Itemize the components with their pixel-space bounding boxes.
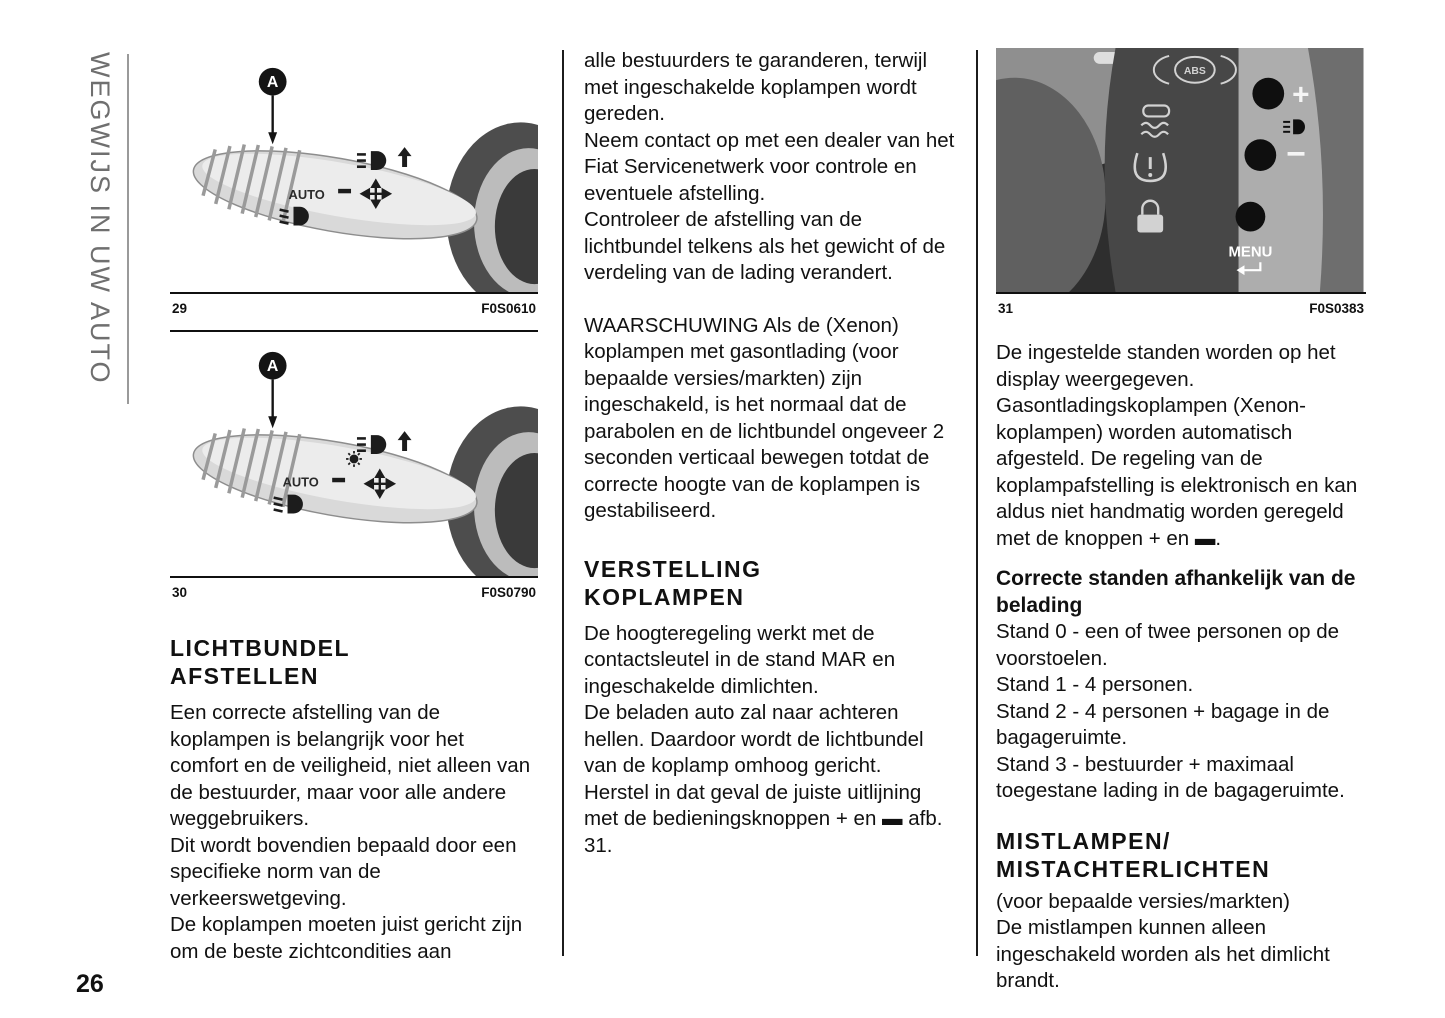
paragraph: De mistlampen kunnen alleen ingeschakeld worden als het dimlicht brandt. (996, 916, 1330, 992)
paragraph: De koplampen moeten juist gericht zijn om de beste zichtcondities aan (170, 913, 523, 963)
auto-label: AUTO (288, 186, 325, 202)
paragraph: Een correcte afstelling van de koplampen is belangrijk voor het comfort en de veiligheid, niet alleen van de bestuurder, maar voor alle andere weggebruikers. (170, 701, 531, 830)
load-position-item: Stand 1 - 4 personen. (996, 673, 1194, 696)
high-beam-icon (357, 435, 386, 454)
figure-31-caption (996, 294, 1366, 316)
figure-code: F0S0790 (481, 585, 536, 600)
paragraph: Herstel in dat geval de juiste uitlijning met de bedieningsknoppen + en ▬ afb. 31. (584, 780, 943, 857)
paragraph: alle bestuurders te garanderen, terwijl met ingeschakelde koplampen wordt gereden. (584, 49, 927, 125)
section-heading-verstelling-koplampen: VERSTELLING KOPLAMPEN (584, 555, 762, 610)
figure-code: F0S0610 (481, 301, 536, 316)
menu-label: MENU (1228, 244, 1273, 261)
instrument-panel (1105, 48, 1239, 292)
section-heading-lichtbundel-afstellen: LICHTBUNDEL AFSTELLEN (170, 635, 350, 689)
paragraph: De beladen auto zal naar achteren hellen. Daardoor wordt de lichtbundel van de koplamp omhoog gericht. (584, 701, 924, 777)
minus-label: − (1286, 135, 1306, 174)
load-position-item: Stand 2 - 4 personen + bagage in de bagageruimte. (996, 699, 1330, 749)
low-beam-icon (274, 495, 303, 514)
headlight-leveling-icon (1283, 119, 1305, 134)
low-beam-icon (280, 207, 309, 226)
column-right (996, 48, 1366, 995)
figure-29-photo (170, 48, 538, 294)
figure-code: F0S0383 (1309, 301, 1364, 316)
paragraph: Dit wordt bovendien bepaald door een specifieke norm van de verkeerswetgeving. (170, 833, 517, 910)
figure-31-photo (996, 48, 1366, 294)
page-number: 26 (76, 970, 104, 998)
paragraph: Gasontladingskoplampen (Xenon-koplampen) worden automatisch afgesteld. De regeling van de koplampafstelling is elektronisch en kan aldus niet handmatig worden geregeld met de knoppen + en ▬. (996, 394, 1358, 550)
chapter-title-vertical: WEGWIJS IN UW AUTO (85, 52, 115, 385)
callout-a-label: A (266, 74, 279, 92)
dash-mark (332, 478, 345, 482)
callout-a-label: A (266, 358, 279, 376)
high-beam-icon (357, 151, 386, 170)
column-divider-right (976, 50, 978, 956)
dash-mark (338, 189, 351, 193)
figure-number: 29 (172, 301, 188, 316)
height-up-button (1252, 78, 1284, 110)
column-left (170, 48, 538, 965)
paragraph: De hoogteregeling werkt met de contactsleutel in de stand MAR en ingeschakelde dimlichten. (584, 621, 896, 698)
paragraph: (voor bepaalde versies/markten) (996, 889, 1290, 913)
load-position-item: Stand 0 - een of twee personen op de voorstoelen. (996, 620, 1340, 670)
figure-number: 31 (998, 301, 1014, 316)
warning-paragraph: WAARSCHUWING Als de (Xenon) koplampen met gasontlading (voor bepaalde versies/markten) zijn ingeschakeld, is het normaal dat de parabolen en de lichtbundel ongeveer 2 seconden verticaal bewegen totdat de correcte hoogte van de koplampen is gestabiliseerd. (584, 313, 945, 522)
auto-label: AUTO (282, 474, 319, 490)
column-divider-left (562, 50, 564, 956)
height-down-button (1244, 139, 1276, 171)
figure-30-photo (170, 332, 538, 578)
abs-label: ABS (1183, 65, 1206, 77)
sub-heading-correcte-standen: Correcte standen afhankelijk van de belading (996, 567, 1356, 617)
chapter-rule (127, 54, 129, 404)
menu-button (1236, 202, 1266, 232)
figure-29-caption (170, 294, 538, 316)
paragraph: Controleer de afstelling van de lichtbundel telkens als het gewicht of de verdeling van de lading verandert. (584, 208, 946, 284)
load-position-item: Stand 3 - bestuurder + maximaal toegestane lading in de bagageruimte. (996, 752, 1345, 802)
light-sensor-icon (346, 451, 362, 467)
section-heading-mistlampen: MISTLAMPEN/ MISTACHTERLICHTEN (996, 827, 1271, 882)
paragraph: De ingestelde standen worden op het display weergegeven. (996, 341, 1336, 391)
figure-number: 30 (172, 585, 188, 600)
plus-label: + (1292, 78, 1310, 112)
column-middle (584, 48, 956, 859)
figure-30-caption (170, 578, 538, 600)
paragraph: Neem contact op met een dealer van het Fiat Servicenetwerk voor controle en eventuele afstelling. (584, 128, 955, 205)
